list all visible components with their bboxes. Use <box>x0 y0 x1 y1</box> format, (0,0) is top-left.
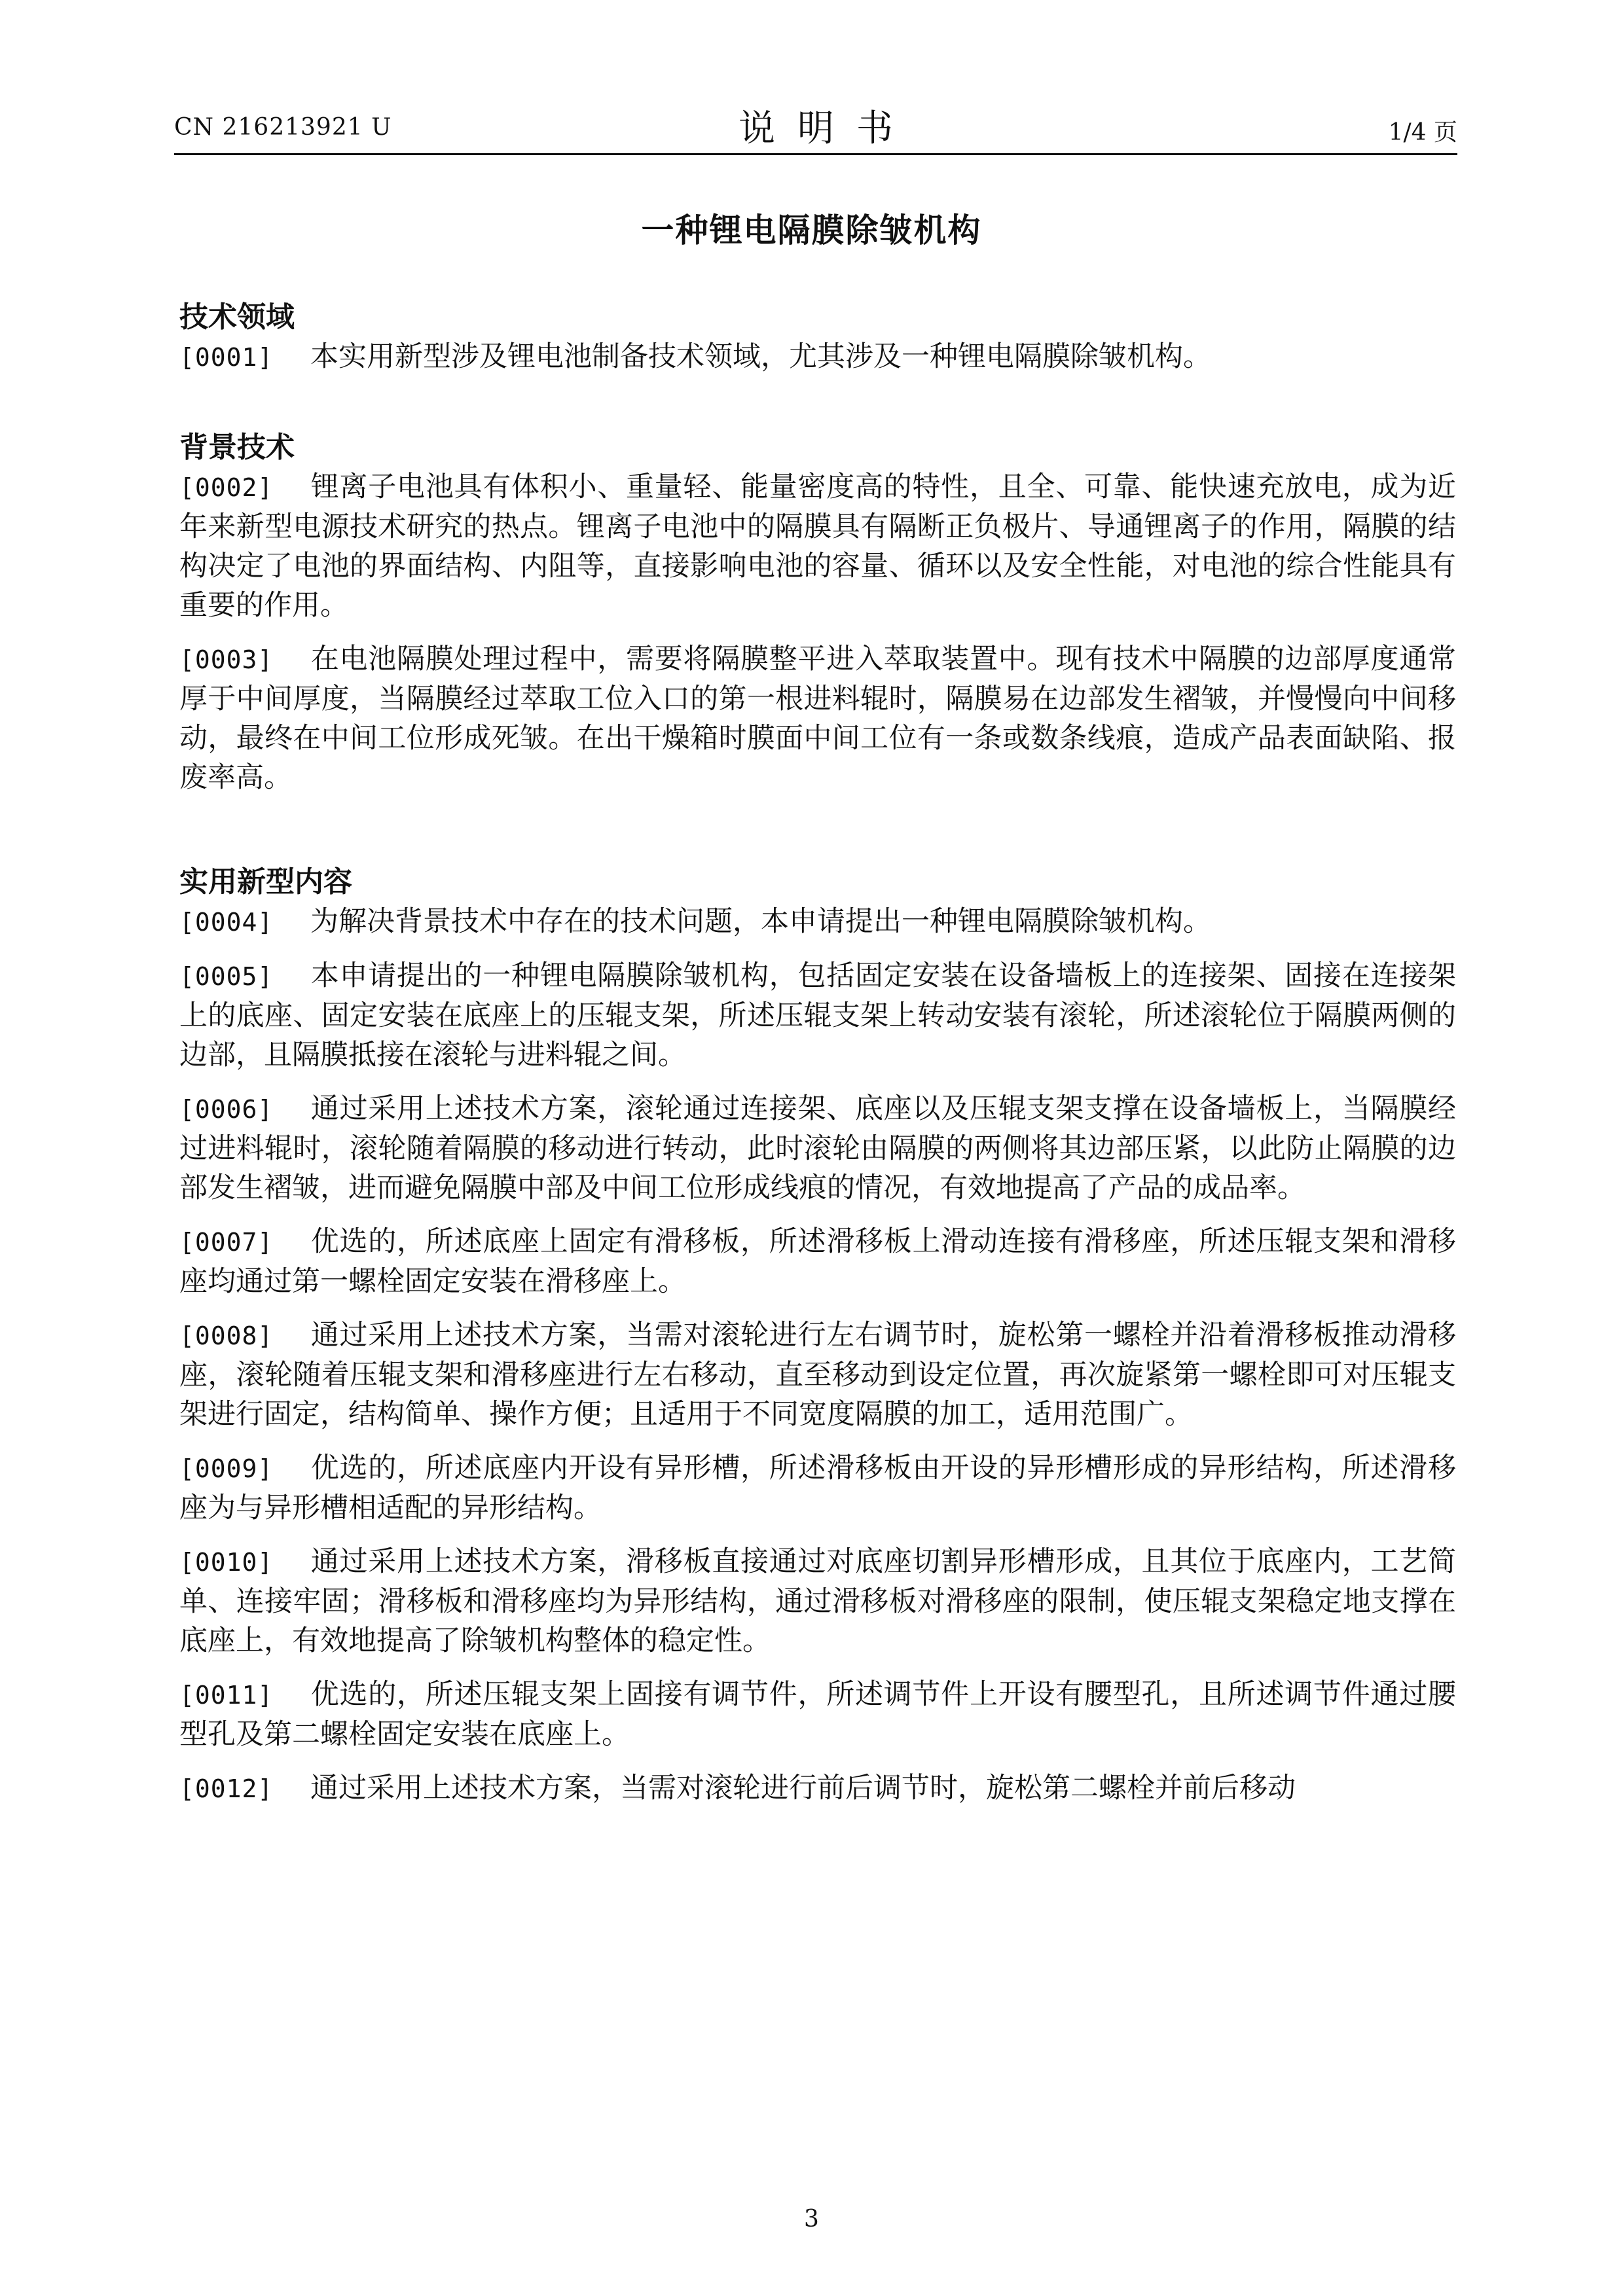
paragraph-0003 <box>179 639 1456 797</box>
paragraph-text: 本申请提出的一种锂电隔膜除皱机构，包括固定安装在设备墙板上的连接架、固接在连接架上的底座、固定安装在底座上的压辊支架，所述压辊支架上转动安装有滚轮，所述滚轮位于隔膜两侧的边部，且隔膜抵接在滚轮与进料辊之间。 <box>179 960 1456 1071</box>
paragraph-text: 优选的，所述底座上固定有滑移板，所述滑移板上滑动连接有滑移座，所述压辊支架和滑移座均通过第一螺栓固定安装在滑移座上。 <box>179 1225 1456 1298</box>
paragraph-number: [0004] <box>179 908 274 937</box>
page-header <box>174 99 1457 152</box>
paragraph-number: [0009] <box>179 1454 274 1483</box>
paragraph-text: 通过采用上述技术方案，当需对滚轮进行前后调节时，旋松第二螺栓并前后移动 <box>310 1772 1296 1804</box>
paragraph-number: [0007] <box>179 1228 274 1257</box>
paragraph-number: [0012] <box>179 1774 274 1803</box>
patent-number: CN 216213921 U <box>174 114 392 141</box>
page-indicator: 1/4 页 <box>1388 119 1457 146</box>
paragraph-0007 <box>179 1222 1456 1301</box>
paragraph-text: 在电池隔膜处理过程中，需要将隔膜整平进入萃取装置中。现有技术中隔膜的边部厚度通常厚于中间厚度，当隔膜经过萃取工位入口的第一根进料辊时，隔膜易在边部发生褶皱，并慢慢向中间移动，最终在中间工位形成死皱。在出干燥箱时膜面中间工位有一条或数条线痕，造成产品表面缺陷、报废率高。 <box>179 643 1456 794</box>
paragraph-0011 <box>179 1675 1456 1754</box>
paragraph-0001 <box>179 337 1456 377</box>
document-title: 一种锂电隔膜除皱机构 <box>641 211 982 249</box>
document-body <box>179 298 1456 1808</box>
section-heading-background: 背景技术 <box>179 431 295 464</box>
paragraph-number: [0011] <box>179 1681 274 1710</box>
paragraph-number: [0005] <box>179 962 274 991</box>
paragraph-text: 本实用新型涉及锂电池制备技术领域，尤其涉及一种锂电隔膜除皱机构。 <box>310 340 1211 373</box>
paragraph-0012 <box>179 1768 1456 1808</box>
paragraph-text: 锂离子电池具有体积小、重量轻、能量密度高的特性，且全、可靠、能快速充放电，成为近年来新型电源技术研究的热点。锂离子电池中的隔膜具有隔断正负极片、导通锂离子的作用，隔膜的结构决定了电池的界面结构、内阻等，直接影响电池的容量、循环以及安全性能，对电池的综合性能具有重要的作用。 <box>179 471 1456 622</box>
paragraph-number: [0002] <box>179 473 274 502</box>
section-heading-content: 实用新型内容 <box>179 865 352 899</box>
paragraph-0006 <box>179 1089 1456 1208</box>
paragraph-0009 <box>179 1448 1456 1528</box>
page-number: 3 <box>804 2206 819 2233</box>
paragraph-text: 通过采用上述技术方案，滚轮通过连接架、底座以及压辊支架支撑在设备墙板上，当隔膜经过进料辊时，滚轮随着隔膜的移动进行转动，此时滚轮由隔膜的两侧将其边部压紧，以此防止隔膜的边部发生褶皱，进而避免隔膜中部及中间工位形成线痕的情况，有效地提高了产品的成品率。 <box>179 1092 1456 1204</box>
paragraph-number: [0001] <box>179 343 274 372</box>
paragraph-0002 <box>179 467 1456 625</box>
paragraph-0008 <box>179 1316 1456 1434</box>
paragraph-number: [0006] <box>179 1095 274 1124</box>
paragraph-text: 优选的，所述压辊支架上固接有调节件，所述调节件上开设有腰型孔，且所述调节件通过腰型孔及第二螺栓固定安装在底座上。 <box>179 1678 1456 1751</box>
section-heading-field: 技术领域 <box>179 300 295 334</box>
paragraph-0004 <box>179 902 1456 942</box>
paragraph-text: 通过采用上述技术方案，滑移板直接通过对底座切割异形槽形成，且其位于底座内，工艺简单、连接牢固；滑移板和滑移座均为异形结构，通过滑移板对滑移座的限制，使压辊支架稳定地支撑在底座上，有效地提高了除皱机构整体的稳定性。 <box>179 1545 1456 1657</box>
paragraph-text: 为解决背景技术中存在的技术问题，本申请提出一种锂电隔膜除皱机构。 <box>310 905 1211 938</box>
paragraph-text: 优选的，所述底座内开设有异形槽，所述滑移板由开设的异形槽形成的异形结构，所述滑移座为与异形槽相适配的异形结构。 <box>179 1452 1456 1524</box>
paragraph-0010 <box>179 1542 1456 1660</box>
paragraph-number: [0003] <box>179 645 274 674</box>
document-type-title: 说明书 <box>739 107 915 150</box>
paragraph-text: 通过采用上述技术方案，当需对滚轮进行左右调节时，旋松第一螺栓并沿着滑移板推动滑移座，滚轮随着压辊支架和滑移座进行左右移动，直至移动到设定位置，再次旋紧第一螺栓即可对压辊支架进行固定，结构简单、操作方便；且适用于不同宽度隔膜的加工，适用范围广。 <box>179 1319 1456 1431</box>
header-rule <box>174 153 1457 155</box>
paragraph-number: [0008] <box>179 1321 274 1350</box>
paragraph-number: [0010] <box>179 1548 274 1577</box>
paragraph-0005 <box>179 956 1456 1075</box>
